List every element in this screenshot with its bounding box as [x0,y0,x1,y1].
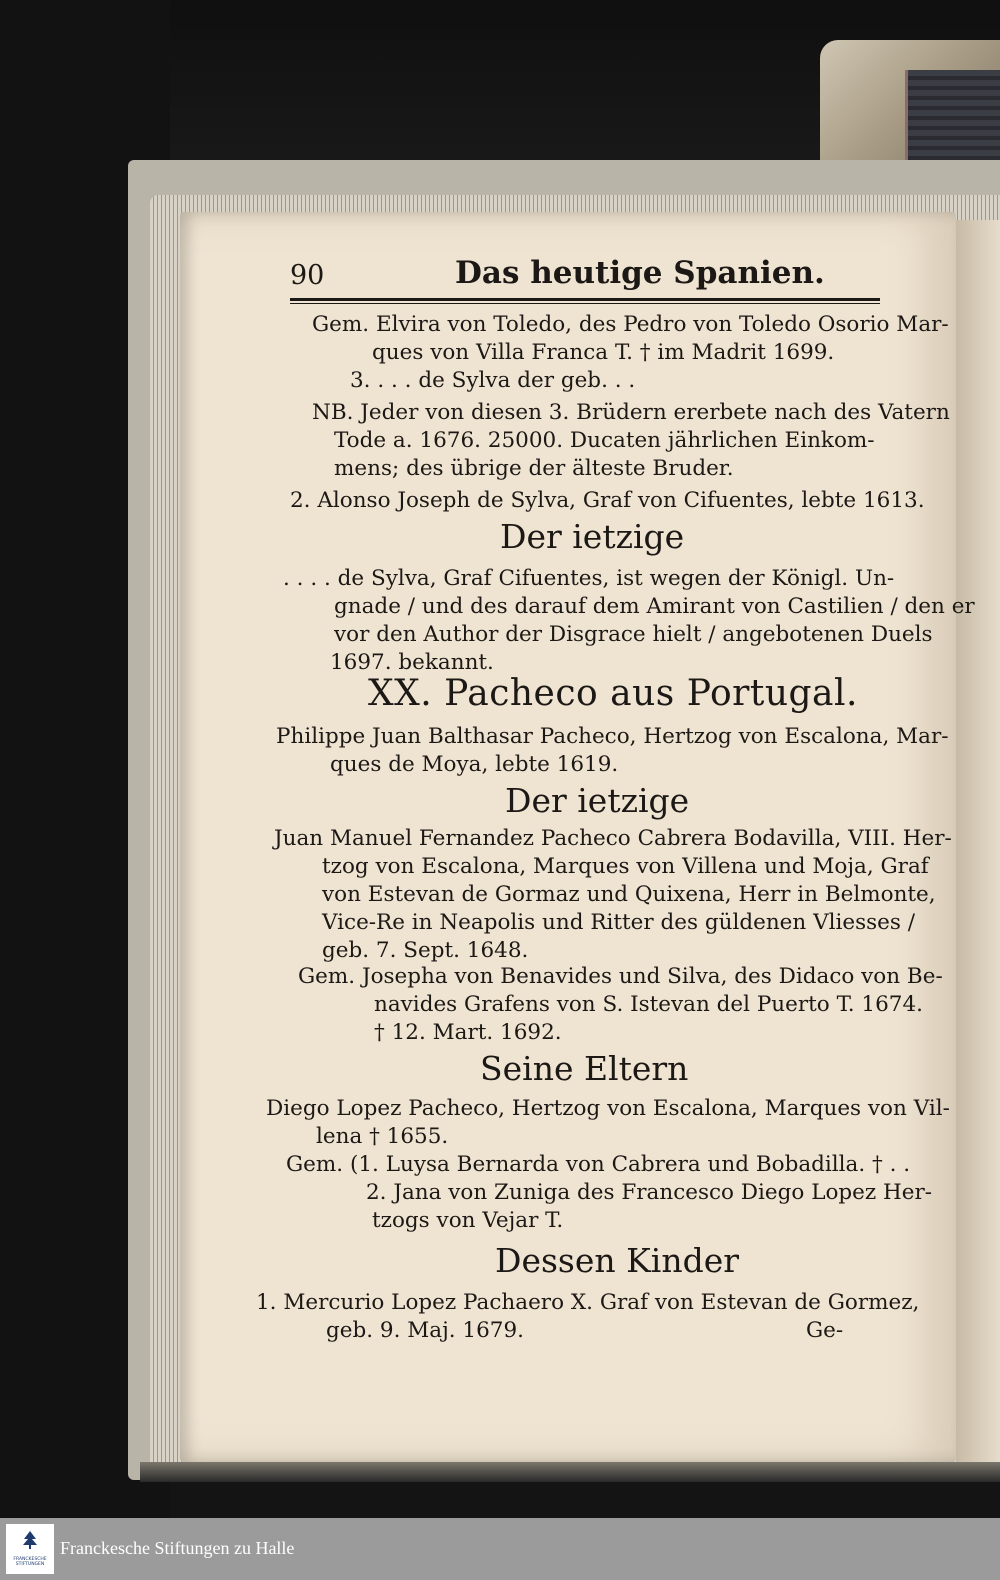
tree-emblem-icon [20,1530,40,1550]
facing-page-edge [956,220,1000,1470]
text-line: Vice-Re in Neapolis und Ritter des güldenen Vliesses / [322,910,915,935]
text-line: gnade / und des darauf dem Amirant von Castilien / den er [334,594,975,619]
text-line: tzogs von Vejar T. [372,1208,564,1233]
subheading: Der ietzige [500,517,685,556]
subheading: Seine Eltern [480,1049,689,1088]
text-line: 1. Mercurio Lopez Pachaero X. Graf von Estevan de Gormez, [256,1290,920,1315]
text-line: mens; des übrige der älteste Bruder. [334,456,734,481]
section-heading: XX. Pacheco aus Portugal. [368,673,858,714]
page-number: 90 [290,260,325,291]
text-line: Juan Manuel Fernandez Pacheco Cabrera Bodavilla, VIII. Her- [274,826,952,851]
text-line: lena † 1655. [316,1124,449,1149]
text-line: Philippe Juan Balthasar Pacheco, Hertzog von Escalona, Mar- [276,724,949,749]
footer-bar [0,1518,1000,1580]
text-line: tzog von Escalona, Marques von Villena und Moja, Graf [322,854,929,879]
text-line: ques de Moya, lebte 1619. [330,752,619,777]
text-line: Gem. Elvira von Toledo, des Pedro von Toledo Osorio Mar- [312,312,949,337]
text-line: geb. 9. Maj. 1679. [326,1318,524,1343]
page-bottom-shadow [140,1462,1000,1482]
text-line: NB. Jeder von diesen 3. Brüdern ererbete nach des Vatern [312,400,950,425]
subheading: Dessen Kinder [495,1241,740,1280]
text-line: Diego Lopez Pacheco, Hertzog von Escalona, Marques von Vil- [266,1096,950,1121]
header-rule-thin [290,303,880,304]
text-line: 1697. bekannt. [330,650,494,675]
text-line: 3. . . . de Sylva der geb. . . [350,368,636,393]
text-line: navides Grafens von S. Istevan del Puerto T. 1674. [374,992,923,1017]
institution-logo[interactable] [6,1524,54,1574]
text-line: ques von Villa Franca T. † im Madrit 1699. [372,340,835,365]
text-line: 2. Jana von Zuniga des Francesco Diego Lopez Her- [366,1180,933,1205]
catchword: Ge- [806,1318,844,1343]
subheading: Der ietzige [505,781,690,820]
text-line: von Estevan de Gormaz und Quixena, Herr in Belmonte, [322,882,936,907]
logo-text: FRANCKESCHE STIFTUNGEN [13,1557,47,1568]
text-line: 2. Alonso Joseph de Sylva, Graf von Cifuentes, lebte 1613. [290,488,925,513]
text-line: Gem. (1. Luysa Bernarda von Cabrera und Bobadilla. † . . [286,1152,911,1177]
running-head: Das heutige Spanien. [455,255,825,291]
text-line: vor den Author der Disgrace hielt / angebotenen Duels [334,622,933,647]
text-line: Gem. Josepha von Benavides und Silva, des Didaco von Be- [298,964,943,989]
text-line: † 12. Mart. 1692. [374,1020,562,1045]
institution-name: Franckesche Stiftungen zu Halle [60,1538,295,1558]
text-line: geb. 7. Sept. 1648. [322,938,529,963]
text-line: Tode a. 1676. 25000. Ducaten jährlichen Einkom- [334,428,875,453]
text-line: . . . . de Sylva, Graf Cifuentes, ist wegen der Königl. Un- [283,566,895,591]
header-rule [290,298,880,301]
